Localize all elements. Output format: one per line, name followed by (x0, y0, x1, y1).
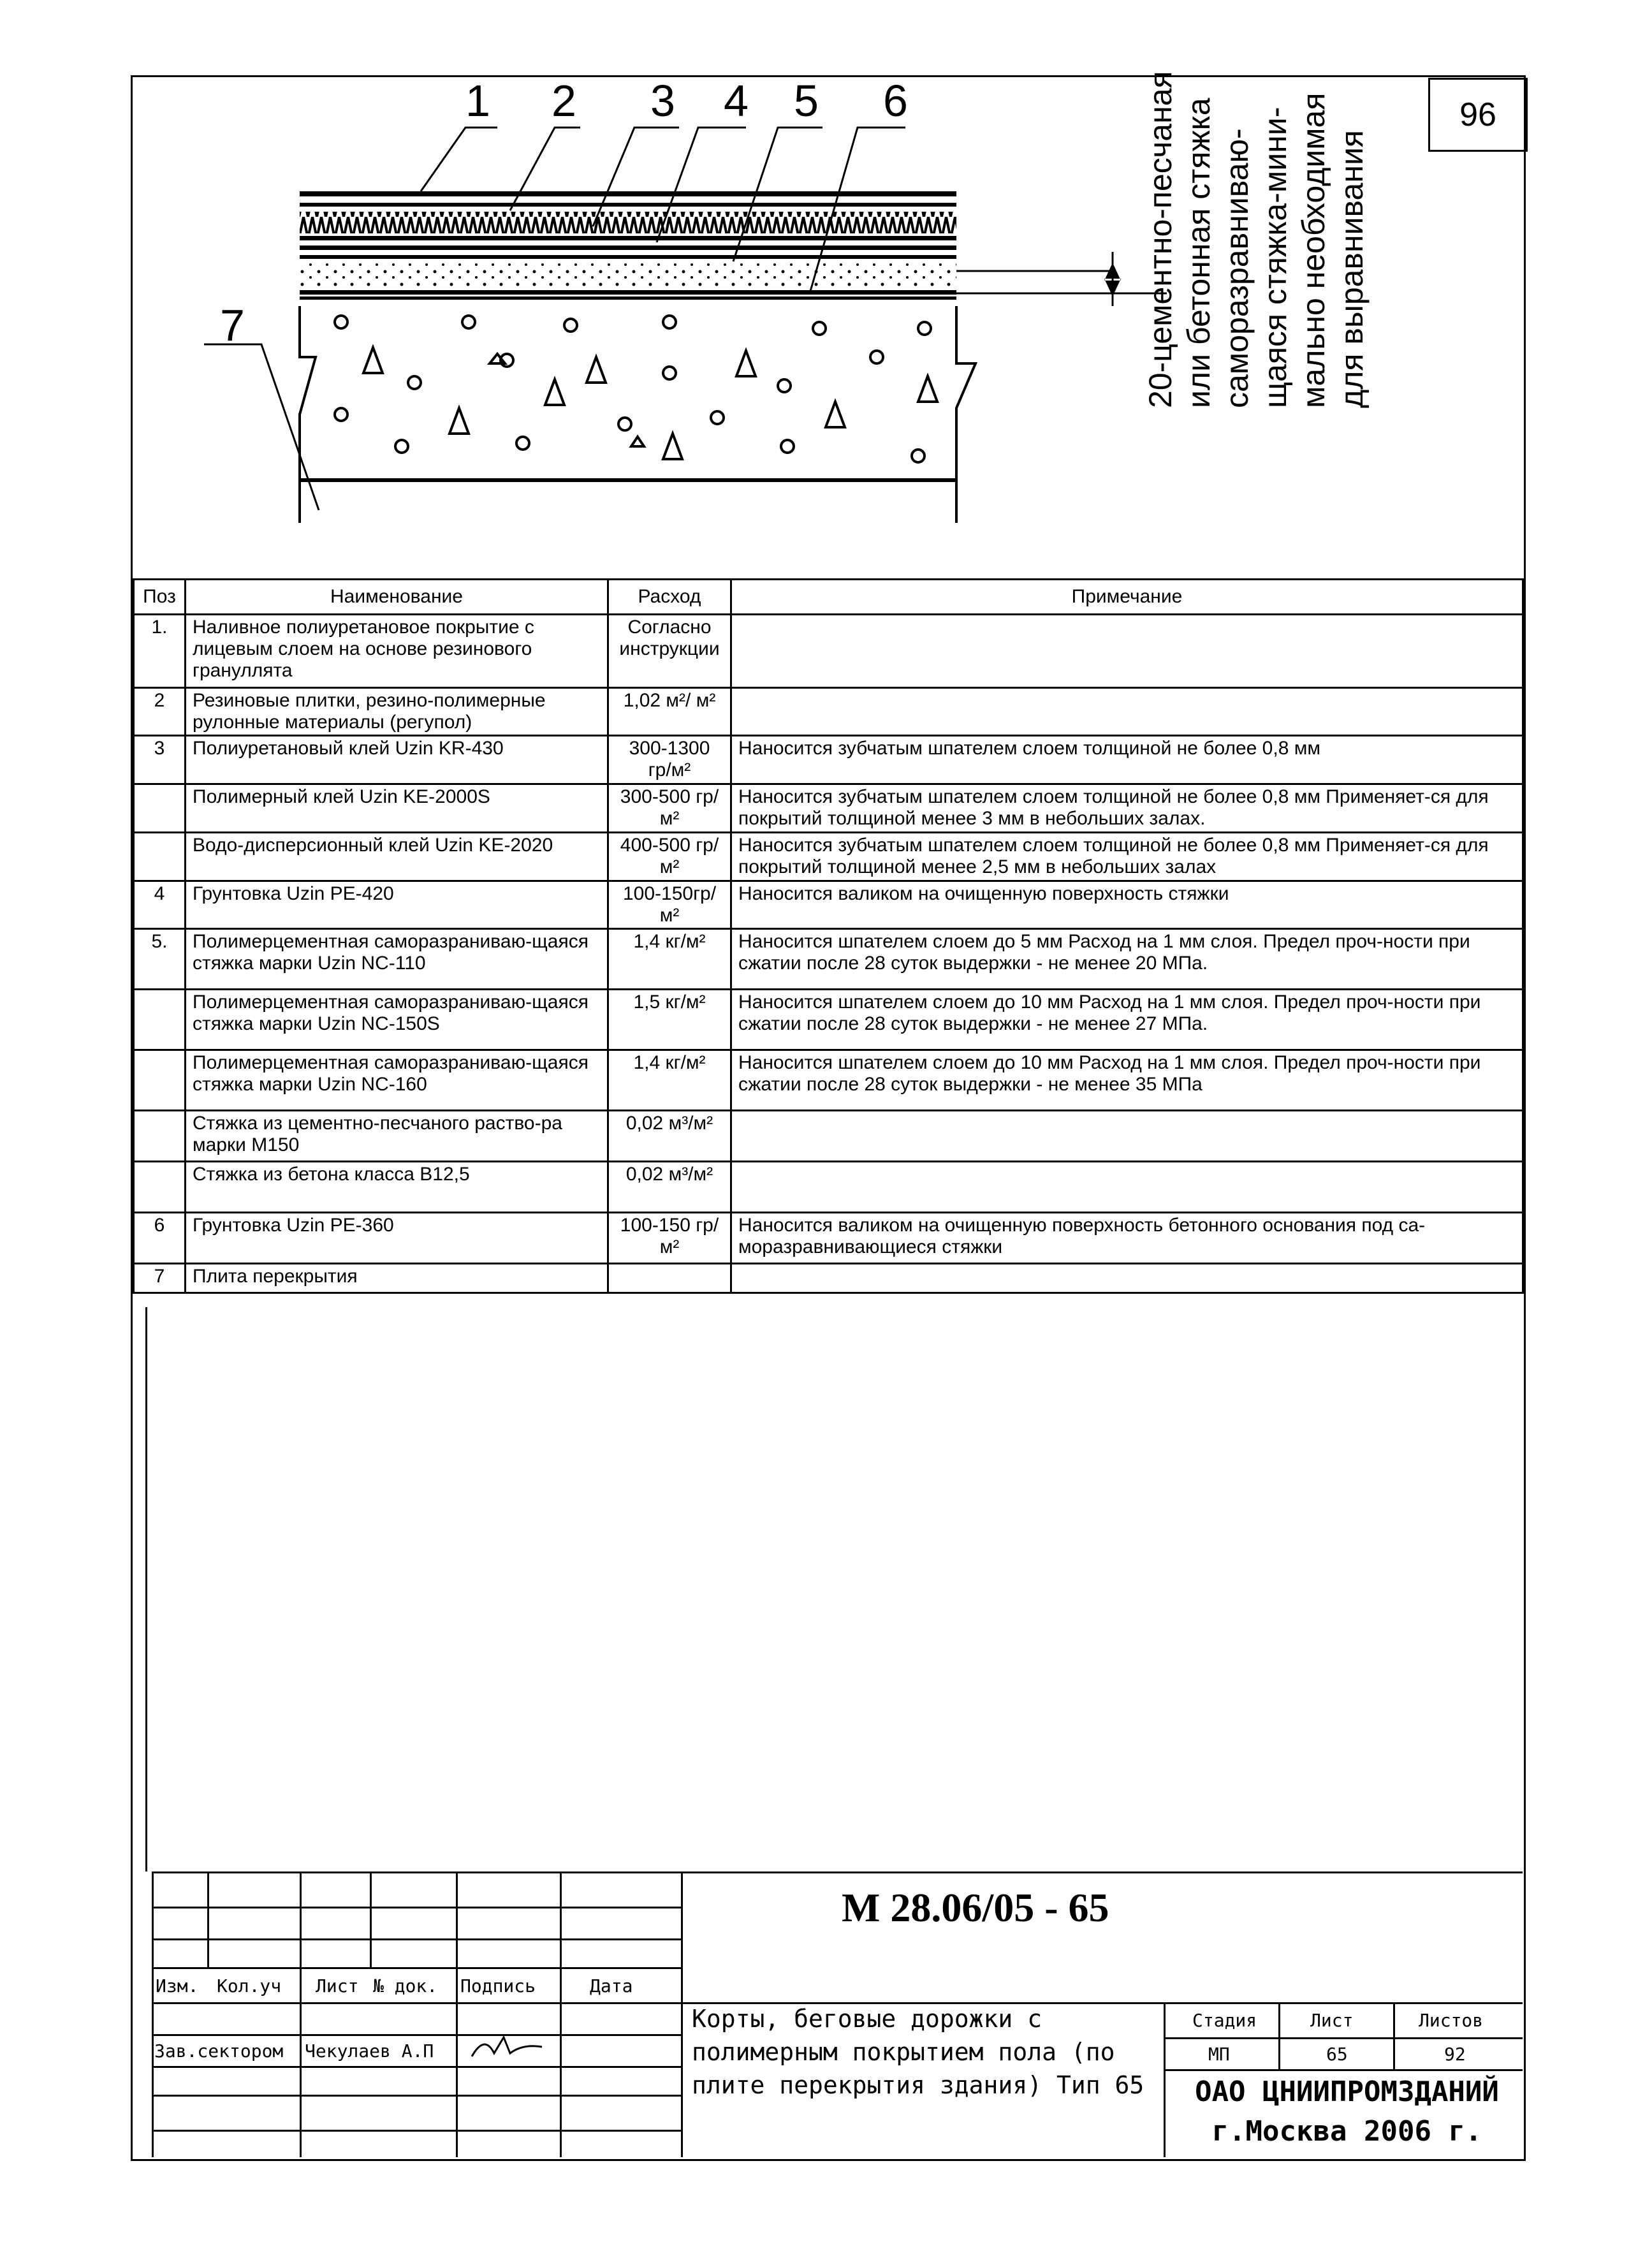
table-row (134, 736, 1523, 784)
cell-rate (608, 1264, 731, 1293)
table-row (134, 881, 1523, 929)
cell-note: Наносится валиком на очищенную поверхность стяжки (731, 881, 1523, 929)
cell-pos (134, 1162, 186, 1213)
cell-pos (134, 1050, 186, 1111)
cell-pos: 7 (134, 1264, 186, 1293)
cell-note: Наносится шпателем слоем до 10 мм Расход на 1 мм слоя. Предел проч-ности при сжатии после 28 суток выдержки - не менее 35 МПа (731, 1050, 1523, 1111)
materials-table (133, 578, 1524, 1294)
cell-rate: 100-150гр/м² (608, 881, 731, 929)
title-block-rule (456, 1871, 458, 2157)
title-block-rule (152, 2066, 681, 2068)
cell-pos (134, 1111, 186, 1162)
sheet-label: Лист (1310, 2010, 1354, 2031)
cell-pos (134, 784, 186, 833)
cell-note: Наносится шпателем слоем до 5 мм Расход на 1 мм слоя. Предел проч-ности при сжатии после 28 суток выдержки - не менее 20 МПа. (731, 929, 1523, 990)
title-block-rule (1164, 2069, 1523, 2071)
cell-rate: 1,4 кг/м² (608, 929, 731, 990)
cell-pos: 1. (134, 615, 186, 688)
role-label: Зав.сектором (154, 2040, 284, 2062)
title-block-rule (300, 1871, 302, 2157)
col-header-date: Дата (590, 1975, 633, 1996)
cell-rate: 300-500 гр/м² (608, 784, 731, 833)
title-block-rule (681, 1871, 683, 2157)
cell-rate: 1,02 м²/ м² (608, 688, 731, 736)
leveling-note-line: для выравнивания (1334, 130, 1370, 408)
layer-label-2: 2 (552, 76, 576, 126)
cell-name: Полимерцементная саморазраниваю-щаяся стяжка марки Uzin NC-160 (186, 1050, 608, 1111)
document-code: М 28.06/05 - 65 (842, 1885, 1109, 1930)
slab-label-7: 7 (220, 300, 245, 350)
cell-note: Наносится валиком на очищенную поверхность бетонного основания под са-моразравнивающиеся стяжки (731, 1213, 1523, 1264)
table-column-rule (145, 1307, 147, 1871)
cell-name: Полимерцементная саморазраниваю-щаяся стяжка марки Uzin NC-150S (186, 990, 608, 1050)
cell-rate: 1,4 кг/м² (608, 1050, 731, 1111)
leveling-note-line: щаяся стяжка-мини- (1257, 106, 1293, 408)
cell-name: Водо-дисперсионный клей Uzin KE-2020 (186, 833, 608, 881)
table-header-row (134, 580, 1523, 615)
cell-rate: 0,02 м³/м² (608, 1162, 731, 1213)
person-name: Чекулаев А.П (305, 2040, 434, 2062)
cell-pos: 6 (134, 1213, 186, 1264)
cell-pos: 2 (134, 688, 186, 736)
stage-label: Стадия (1192, 2010, 1257, 2031)
organization-name: ОАО ЦНИИПРОМЗДАНИЙ (1195, 2076, 1499, 2108)
title-block-rule (152, 1871, 154, 2157)
header-rate: Расход (608, 580, 731, 615)
title-block-rule (152, 2130, 681, 2132)
header-name: Наименование (186, 580, 608, 615)
col-header-doc: № док. (373, 1975, 438, 1996)
header-pos: Поз (134, 580, 186, 615)
cell-pos: 3 (134, 736, 186, 784)
table-row (134, 990, 1523, 1050)
cell-name: Стяжка из цементно-песчаного раство-ра марки М150 (186, 1111, 608, 1162)
layer-label-6: 6 (883, 76, 908, 126)
cell-rate: 100-150 гр/м² (608, 1213, 731, 1264)
cell-name: Полиуретановый клей Uzin KR-430 (186, 736, 608, 784)
title-block-rule (152, 2034, 681, 2036)
cell-rate: 300-1300 гр/м² (608, 736, 731, 784)
table-row (134, 1213, 1523, 1264)
table-row (134, 833, 1523, 881)
layer-label-3: 3 (650, 76, 675, 126)
cell-note: Наносится зубчатым шпателем слоем толщиной не более 0,8 мм Применяет-ся для покрытий толщиной менее 2,5 мм в небольших залах (731, 833, 1523, 881)
cell-pos: 4 (134, 881, 186, 929)
layer-label-4: 4 (724, 76, 749, 126)
cell-note (731, 615, 1523, 688)
table-row (134, 1050, 1523, 1111)
table-row (134, 615, 1523, 688)
title-block-rule (152, 1967, 681, 1969)
title-block-rule (560, 1871, 562, 2157)
title-block-rule (207, 1871, 209, 1967)
leveling-note-line: саморазравниваю- (1219, 128, 1255, 408)
organization-city-year: г.Москва 2006 г. (1211, 2115, 1482, 2148)
title-block-rule (1393, 2002, 1395, 2069)
table-row (134, 1162, 1523, 1213)
sheet-number: 96 (1428, 78, 1528, 152)
layer-label-5: 5 (794, 76, 819, 126)
cell-note: Наносится зубчатым шпателем слоем толщиной не более 0,8 мм (731, 736, 1523, 784)
organization (1173, 2072, 1521, 2151)
leveling-note-line: или бетонная стяжка (1181, 98, 1217, 408)
cell-note (731, 1162, 1523, 1213)
cell-note (731, 688, 1523, 736)
cell-name: Полимерцементная саморазраниваю-щаяся стяжка марки Uzin NC-110 (186, 929, 608, 990)
leveling-note-line: мально необходимая (1296, 92, 1331, 408)
table-row (134, 929, 1523, 990)
table-row (134, 1111, 1523, 1162)
header-note: Примечание (731, 580, 1523, 615)
cell-rate: 1,5 кг/м² (608, 990, 731, 1050)
cell-name: Стяжка из бетона класса В12,5 (186, 1162, 608, 1213)
cell-note (731, 1264, 1523, 1293)
table-row (134, 688, 1523, 736)
sheets-value: 92 (1444, 2044, 1466, 2065)
leveling-note (1141, 71, 1371, 408)
title-block-rule (152, 2095, 681, 2097)
table-row (134, 1264, 1523, 1293)
title-block-rule (152, 1938, 681, 1940)
cell-name: Плита перекрытия (186, 1264, 608, 1293)
title-block-rule (1164, 2002, 1166, 2157)
title-block-rule (370, 1871, 372, 1967)
cell-note: Наносится зубчатым шпателем слоем толщиной не более 0,8 мм Применяет-ся для покрытий толщиной менее 3 мм в небольших залах. (731, 784, 1523, 833)
cell-name: Грунтовка Uzin PE-360 (186, 1213, 608, 1264)
title-block-rule (1278, 2002, 1280, 2069)
drawing-title: Корты, беговые дорожки с полимерным покрытием пола (по плите перекрытия здания) Тип 65 (692, 2005, 1144, 2099)
sheets-label: Листов (1419, 2010, 1484, 2031)
cell-rate: 0,02 м³/м² (608, 1111, 731, 1162)
cell-name: Грунтовка Uzin PE-420 (186, 881, 608, 929)
signature (465, 2031, 548, 2063)
title-block-rule (152, 1907, 681, 1908)
cell-note (731, 1111, 1523, 1162)
title-block-rule (152, 1871, 1523, 1873)
table-row (134, 784, 1523, 833)
title-block-rule (1164, 2037, 1523, 2039)
cell-note: Наносится шпателем слоем до 10 мм Расход на 1 мм слоя. Предел проч-ности при сжатии после 28 суток выдержки - не менее 27 МПа. (731, 990, 1523, 1050)
cell-rate: Согласно инструкции (608, 615, 731, 688)
cell-pos (134, 990, 186, 1050)
col-header-signature: Подпись (460, 1975, 536, 1996)
cell-name: Резиновые плитки, резино-полимерные рулонные материалы (регупол) (186, 688, 608, 736)
col-header-kol: Кол.уч (217, 1975, 282, 1996)
stage-value: МП (1208, 2044, 1230, 2065)
leveling-note-line: 20-цементно-песчаная (1143, 71, 1178, 408)
col-header-izm: Изм. (156, 1975, 199, 1996)
cell-pos (134, 833, 186, 881)
col-header-list: Лист (316, 1975, 359, 1996)
floor-section-drawing (0, 0, 1652, 574)
sheet-value: 65 (1326, 2044, 1348, 2065)
cell-name: Полимерный клей Uzin KE-2000S (186, 784, 608, 833)
layer-label-1: 1 (465, 76, 490, 126)
cell-pos: 5. (134, 929, 186, 990)
cell-rate: 400-500 гр/м² (608, 833, 731, 881)
cell-name: Наливное полиуретановое покрытие с лицевым слоем на основе резинового грануллята (186, 615, 608, 688)
